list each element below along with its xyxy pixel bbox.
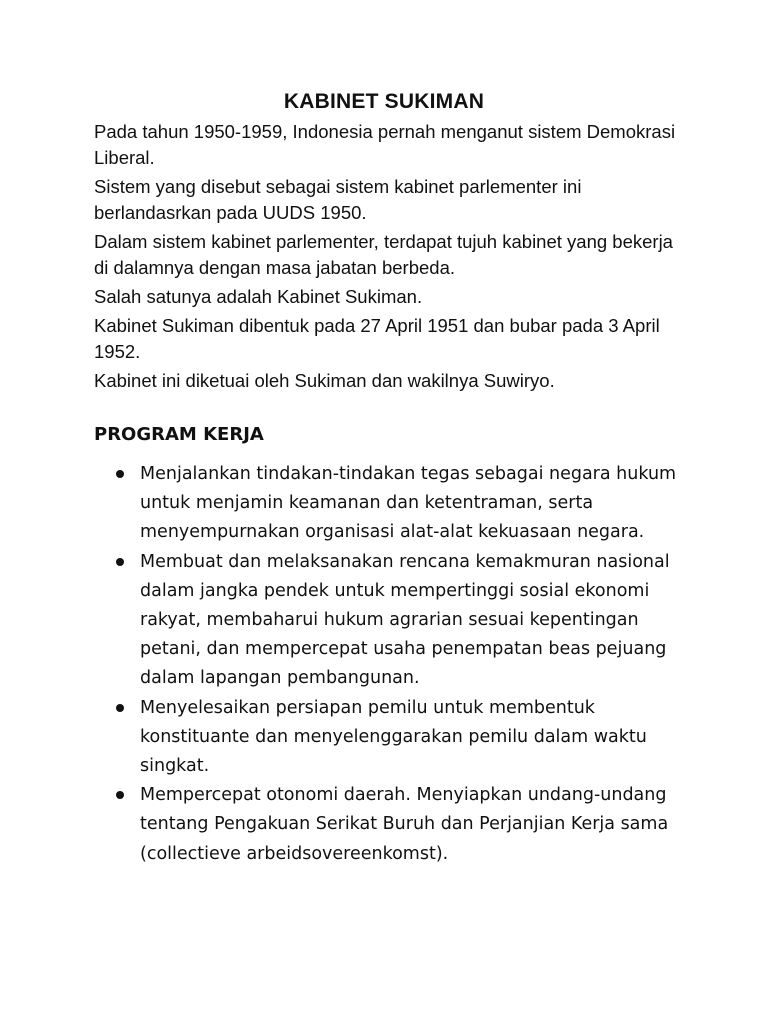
intro-paragraph: Sistem yang disebut sebagai sistem kabinet parlementer ini berlandasrkan pada UUDS 1950. (94, 176, 582, 223)
bullet-icon (116, 470, 124, 478)
intro-section (94, 119, 684, 397)
intro-paragraph: Kabinet Sukiman dibentuk pada 27 April 1951 dan bubar pada 3 April 1952. (94, 315, 660, 362)
program-kerja-list (94, 460, 684, 869)
program-list-item (94, 548, 684, 694)
program-list-item (94, 694, 684, 782)
bullet-icon (116, 791, 124, 799)
program-list-item (94, 781, 684, 869)
intro-paragraph: Dalam sistem kabinet parlementer, terdapat tujuh kabinet yang bekerja di dalamnya dengan masa jabatan berbeda. (94, 231, 673, 278)
program-list-item (94, 460, 684, 548)
intro-paragraph: Pada tahun 1950-1959, Indonesia pernah menganut sistem Demokrasi Liberal. (94, 121, 676, 168)
intro-paragraph: Kabinet ini diketuai oleh Sukiman dan wakilnya Suwiryo. (94, 370, 555, 391)
program-item-text: Membuat dan melaksanakan rencana kemakmuran nasional dalam jangka pendek untuk mempertinggi sosial ekonomi rakyat, membaharui hukum agrarian sesuai kepentingan petani, dan mempercepat usaha penempatan beas pejuang dalam lapangan pembangunan. (140, 551, 670, 689)
document-title: KABINET SUKIMAN (283, 90, 485, 113)
program-item-text: Menjalankan tindakan-tindakan tegas sebagai negara hukum untuk menjamin keamanan dan ketentraman, serta menyempurnakan organisasi alat-alat kekuasaan negara. (140, 464, 677, 543)
program-kerja-heading: PROGRAM KERJA (94, 424, 264, 445)
program-item-text: Menyelesaikan persiapan pemilu untuk membentuk konstituante dan menyelenggarakan pemilu dalam waktu singkat. (140, 697, 647, 777)
program-item-text: Mempercepat otonomi daerah. Menyiapkan undang-undang tentang Pengakuan Serikat Buruh dan Perjanjian Kerja sama (collectieve arbeidsovereenkomst). (140, 785, 669, 864)
intro-paragraph: Salah satunya adalah Kabinet Sukiman. (94, 286, 423, 307)
bullet-icon (116, 558, 124, 566)
bullet-icon (116, 704, 124, 712)
